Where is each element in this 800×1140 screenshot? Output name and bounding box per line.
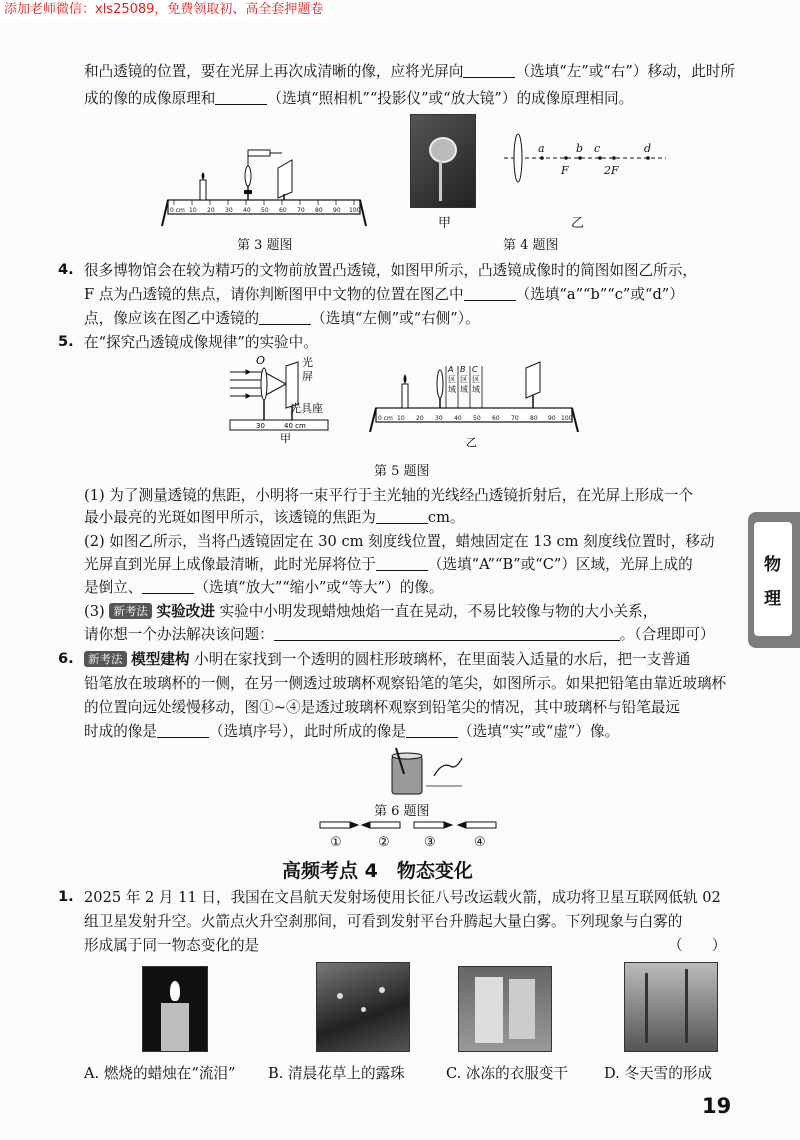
fig5-tick-label: 100: [561, 415, 573, 422]
fig5-scale-40: 40 cm: [284, 422, 306, 430]
q5-p3-title: 实验改进: [156, 603, 215, 620]
fig6-caption: 第 6 题图: [374, 804, 430, 819]
s1-line-1: 2025 年 2 月 11 日，我国在文昌航天发射场使用长征八号改运载火箭，成功将卫星互联网低轨 02: [84, 889, 721, 906]
option-c-label: C. 冰冻的衣服变干: [446, 1065, 569, 1082]
option-d-label: D. 冬天雪的形成: [604, 1065, 713, 1082]
fig3-tick-label: 20: [207, 207, 215, 214]
fig3-caption: 第 3 题图: [237, 238, 293, 253]
fig6-glass: [392, 756, 422, 794]
fig4-caption: 第 4 题图: [503, 238, 559, 253]
fig5-region-A: A: [448, 365, 454, 374]
q4-blank-2: [259, 310, 311, 325]
fig4-point-2F: [612, 156, 616, 160]
fig5-label-O: O: [256, 354, 266, 367]
fig5-tick-label: 10: [397, 415, 405, 422]
s1-line-3: 形成属于同一物态变化的是: [84, 937, 260, 954]
fig3-tick-label: 90: [333, 207, 341, 214]
new-method-badge: 新考法: [109, 603, 152, 619]
fig6-option-3-pencil: [414, 822, 452, 828]
q3-blank-1: [463, 63, 515, 78]
fig5-region-text: 区: [448, 375, 456, 384]
option-b-label: B. 清晨花草上的露珠: [268, 1065, 405, 1082]
option-a-label: A. 燃烧的蜡烛在“流泪”: [84, 1065, 236, 1082]
q6-title: 模型建构: [131, 651, 190, 668]
fig5-tick-label: 30: [435, 415, 443, 422]
fig3-tick-label: 10: [189, 207, 197, 214]
svg-text:域: 域: [448, 385, 456, 394]
q5-blank-1: [376, 509, 428, 524]
fig4-point-b: [578, 156, 582, 160]
fig4-label-d: d: [644, 142, 652, 155]
fig5-jia-diagram: [222, 352, 334, 444]
fig5-tick-label: 60: [492, 415, 500, 422]
fig4-jia-label: 甲: [438, 216, 452, 231]
q3-blank-2: [215, 90, 267, 105]
q6-line-3: 的位置向远处缓慢移动，图①~④是透过玻璃杯观察到铅笔尖的情况，其中玻璃杯与铅笔最远: [84, 699, 680, 716]
fig3-candle: [200, 172, 206, 200]
q6-number: 6.: [58, 650, 74, 667]
fig6-option-2-pencil: [362, 822, 400, 828]
q6-line-4: 时成的像是 （选填序号），此时所成的像是 （选填“实”或“虚”）像。: [84, 723, 620, 740]
fig3-optical-bench: [160, 136, 375, 232]
fig3-tick-label: 30: [225, 207, 233, 214]
q4-line-3: 点，像应该在图乙中透镜的 （选填“左侧”或“右侧”）。: [84, 310, 480, 327]
fig5-tick-label: 90: [548, 415, 556, 422]
fig3-tick-label: 50: [261, 207, 269, 214]
q4-line-1: 很多博物馆会在较为精巧的文物前放置凸透镜，如图甲所示，凸透镜成像时的简图如图乙所示，: [84, 262, 697, 279]
new-method-badge: 新考法: [84, 651, 127, 667]
fig4-lens-shape: [429, 137, 457, 163]
fig5-tick-label: 0 cm: [378, 415, 393, 422]
fig4-lens-ellipse: [514, 134, 522, 182]
fig5-tick-label: 80: [530, 415, 538, 422]
s1-number: 1.: [58, 888, 74, 905]
q5-blank-2: [376, 556, 428, 571]
q5-blank-3: [142, 579, 194, 594]
q5-blank-4: [274, 626, 620, 641]
side-tab-char-2: 理: [764, 589, 781, 609]
option-c-photo-frozen-clothes: [458, 966, 552, 1052]
fig4-point-c: [598, 156, 602, 160]
fig4-yi-label: 乙: [571, 216, 585, 231]
subject-side-tab: [748, 512, 800, 648]
fig5-region-B: B: [460, 365, 466, 374]
q5-p3-line-1: (3) 新考法 实验改进 实验中小明发现蜡烛烛焰一直在晃动，不易比较像与物的大小关系，: [84, 603, 658, 620]
svg-text:域: 域: [472, 385, 480, 394]
fig5-screen-label-1: 光: [302, 356, 313, 369]
q5-intro: 在“探究凸透镜成像规律”的实验中。: [84, 334, 318, 351]
fig5-yi-lens: [437, 370, 443, 408]
option-a-photo-candle: [142, 966, 208, 1052]
fig5-tick-label: 70: [511, 415, 519, 422]
candle-body: [161, 1003, 189, 1051]
q5-p3-line-2: 请你想一个办法解决该问题： 。（合理即可）: [84, 626, 715, 643]
q5-p2-line-1: (2) 如图乙所示，当将凸透镜固定在 30 cm 刻度线位置，蜡烛固定在 13 cm 刻度线位置时，移动: [84, 533, 715, 550]
fig5-caption: 第 5 题图: [374, 464, 430, 479]
fig4-jia-photo: [410, 114, 476, 208]
fig5-yi-label: 乙: [466, 436, 477, 449]
side-tab-char-1: 物: [764, 555, 781, 575]
fig4-label-a: a: [538, 142, 545, 155]
fig5-tick-label: 20: [416, 415, 424, 422]
watermark-header: [0, 0, 327, 20]
fig6-option-1-pencil: [320, 822, 358, 828]
fig4-label-c: c: [594, 142, 601, 155]
fig4-point-d: [646, 156, 650, 160]
q5-p2-line-2: 光屏直到光屏上成像最清晰，此时光屏将位于 （选填“A”“B”或“C”）区域，光屏上成的: [84, 556, 693, 573]
fig3-tick-label: 40: [243, 207, 251, 214]
fig3-lens: [244, 166, 252, 200]
fig6-option-4-pencil: [458, 822, 496, 828]
fig5-screen-label-2: 屏: [302, 370, 313, 383]
fig3-tick-label: 100: [349, 207, 361, 214]
fig5-region-text: 区: [472, 375, 480, 384]
fig5-tick-label: 40: [454, 415, 462, 422]
fig3-tick-label: 0 cm: [170, 207, 185, 214]
fig6-option-3: ③: [424, 835, 436, 850]
fig6-glass-pencil: [388, 746, 468, 798]
s1-line-2: 组卫星发射升空。火箭点火升空刹那间，可看到发射平台升腾起大量白雾。下列现象与白雾的: [84, 913, 683, 930]
fig5-yi-diagram: [368, 360, 584, 452]
q6-line-2: 铅笔放在玻璃杯的一侧，在另一侧透过玻璃杯观察铅笔的笔尖，如图所示。如果把铅笔由靠近玻璃杯: [84, 675, 727, 692]
fig3-tick-label: 80: [315, 207, 323, 214]
fig4-point-F: [564, 156, 568, 160]
fig5-yi-candle: [402, 374, 408, 408]
fig4-yi-diagram: [500, 132, 670, 192]
fig3-tick-label: 70: [297, 207, 305, 214]
fig5-jia-label: 甲: [280, 432, 291, 444]
fig3-syringe: [248, 150, 282, 166]
fig6-option-4: ④: [474, 835, 486, 850]
q6-blank-1: [157, 723, 209, 738]
fig6-options-row: [312, 818, 512, 852]
option-d-photo-snow: [624, 962, 718, 1052]
fig5-tick-label: 50: [473, 415, 481, 422]
fig5-region-text: 区: [460, 375, 468, 384]
fig4-lens-stand: [439, 161, 442, 201]
fig4-label-b: b: [576, 142, 584, 155]
q5-p2-line-3: 是倒立、 （选填“放大”“缩小”或“等大”）的像。: [84, 579, 444, 596]
fig3-tick-label: 60: [279, 207, 287, 214]
q4-blank-1: [464, 286, 516, 301]
fig6-option-2: ②: [378, 835, 390, 850]
fig5-parallel-rays: [230, 370, 286, 398]
section-title: 高频考点 4 物态变化: [282, 860, 473, 882]
side-tab-inner: [754, 522, 792, 636]
page-number: 19: [702, 1094, 732, 1118]
fig6-option-1: ①: [330, 835, 342, 850]
fig3-screen: [278, 160, 292, 200]
q4-number: 4.: [58, 261, 74, 278]
fig5-yi-screen: [526, 362, 540, 408]
fig4-label-2F: 2F: [604, 164, 619, 177]
fig5-base-label: 光具座: [290, 402, 323, 415]
q6-blank-2: [406, 723, 458, 738]
s1-answer-paren: （ ）: [668, 937, 727, 954]
watermark-text: 添加老师微信：xls25089，免费领取初、高全套押题卷: [4, 2, 324, 17]
q5-number: 5.: [58, 333, 74, 350]
q3-line-2: 成的像的成像原理和 （选填“照相机”“投影仪”或“放大镜”）的成像原理相同。: [84, 90, 634, 107]
fig5-jia-ruler: [230, 420, 328, 430]
q4-line-2: F 点为凸透镜的焦点，请你判断图甲中文物的位置在图乙中 （选填“a”“b”“c”或“d”）: [84, 286, 684, 303]
fig5-scale-30: 30: [256, 422, 265, 430]
q5-p1-line-2: 最小最亮的光斑如图甲所示，该透镜的焦距为 cm。: [84, 509, 465, 526]
fig6-eye-hand: [434, 758, 462, 776]
fig4-point-a: [540, 156, 544, 160]
fig5-jia-lens: [261, 368, 267, 400]
svg-text:域: 域: [460, 385, 468, 394]
fig5-region-C: C: [472, 365, 478, 374]
fig4-label-F: F: [561, 164, 569, 177]
q6-line-1: 新考法 模型建构 小明在家找到一个透明的圆柱形玻璃杯，在里面装入适量的水后，把一支普通: [84, 650, 690, 670]
q5-p1-line-1: (1) 为了测量透镜的焦距，小明将一束平行于主光轴的光线经凸透镜折射后，在光屏上形成一个: [84, 487, 694, 504]
option-b-photo-dew: [316, 962, 410, 1052]
q3-line-1: 和凸透镜的位置，要在光屏上再次成清晰的像，应将光屏向 （选填“左”或“右”）移动，此时所: [84, 63, 736, 80]
candle-flame: [170, 981, 180, 1001]
